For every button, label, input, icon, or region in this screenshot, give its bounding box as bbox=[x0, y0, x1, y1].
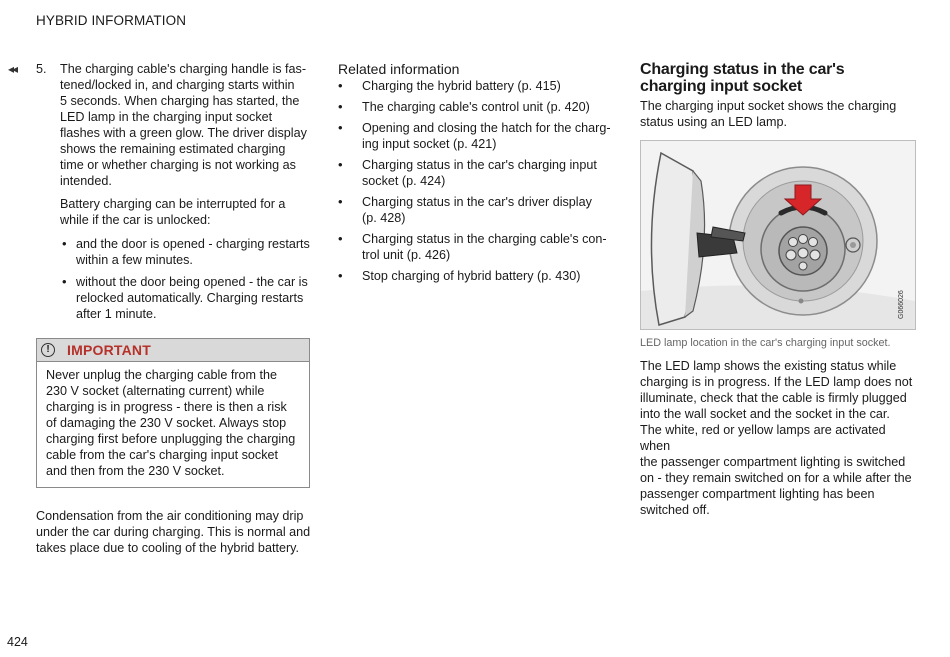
drain-hole bbox=[799, 299, 804, 304]
text-line: Never unplug the charging cable from the bbox=[46, 368, 278, 382]
important-header bbox=[37, 339, 309, 362]
condensation-paragraph bbox=[36, 508, 312, 556]
text-line: • Charging status in the car's charging input bbox=[362, 158, 597, 172]
unlock-bullet-list bbox=[36, 236, 312, 322]
step-number: 5. bbox=[36, 62, 47, 76]
text-line: of damaging the 230 V socket. Always stop bbox=[46, 416, 287, 430]
related-link[interactable] bbox=[338, 120, 616, 152]
text-line: illuminate, check that the cable is firmly plugged bbox=[640, 391, 907, 405]
column-right bbox=[640, 61, 916, 518]
related-information-heading: Related information bbox=[338, 61, 460, 77]
text-line: • Charging status in the charging cable's con- bbox=[362, 232, 607, 246]
text-line: 5 seconds. When charging has started, the bbox=[60, 94, 300, 108]
text-line: The white, red or yellow lamps are activated when bbox=[640, 423, 886, 453]
text-line: trol unit (p. 426) bbox=[362, 248, 451, 262]
text-line: 230 V socket (alternating current) while bbox=[46, 384, 265, 398]
text-line: • and the door is opened - charging restarts bbox=[76, 237, 310, 251]
exclamation-icon: ! bbox=[41, 343, 55, 357]
section-heading bbox=[640, 61, 916, 95]
list-item bbox=[60, 274, 312, 322]
release-button-center bbox=[850, 242, 856, 248]
back-arrows-icon[interactable]: ◂◂ bbox=[8, 62, 17, 76]
important-notice bbox=[36, 338, 310, 488]
text-line: • Charging status in the car's driver display bbox=[362, 195, 592, 209]
text-line: • Stop charging of hybrid battery (p. 430) bbox=[362, 269, 581, 283]
text-line: charging first before unplugging the charging bbox=[46, 432, 296, 446]
connector-pin bbox=[798, 248, 808, 258]
related-links-list bbox=[338, 78, 616, 284]
figure-caption: LED lamp location in the car's charging input socket. bbox=[640, 337, 891, 349]
connector-pin bbox=[799, 235, 808, 244]
lead-paragraph bbox=[640, 98, 916, 130]
related-link[interactable] bbox=[338, 194, 616, 226]
connector-pin bbox=[799, 262, 807, 270]
text-line: within a few minutes. bbox=[76, 253, 193, 267]
important-body bbox=[37, 362, 309, 487]
text-line: shows the remaining estimated charging bbox=[60, 142, 286, 156]
text-line: tened/locked in, and charging starts within bbox=[60, 78, 295, 92]
text-line: Condensation from the air conditioning may drip bbox=[36, 509, 304, 523]
text-line: The LED lamp shows the existing status while bbox=[640, 359, 897, 373]
text-line: intended. bbox=[60, 174, 112, 188]
text-line: after 1 minute. bbox=[76, 307, 157, 321]
text-line: into the wall socket and the socket in the car. bbox=[640, 407, 890, 421]
text-line: on - they remain switched on for a while after the bbox=[640, 471, 912, 485]
connector-pin bbox=[809, 238, 818, 247]
socket-drawing bbox=[641, 141, 915, 329]
running-header: HYBRID INFORMATION bbox=[36, 13, 187, 28]
text-line: (p. 428) bbox=[362, 211, 406, 225]
text-line: charging is in progress. If the LED lamp does not bbox=[640, 375, 913, 389]
text-line: charging is in progress - there is then a risk bbox=[46, 400, 287, 414]
text-line: passenger compartment lighting has been bbox=[640, 487, 875, 501]
text-line: socket (p. 424) bbox=[362, 174, 446, 188]
connector-pin bbox=[810, 250, 820, 260]
text-line: and then from the 230 V socket. bbox=[46, 464, 225, 478]
connector-pin bbox=[789, 238, 798, 247]
related-link[interactable] bbox=[338, 99, 616, 115]
text-line: switched off. bbox=[640, 503, 710, 517]
list-item bbox=[60, 236, 312, 268]
text-line: relocked automatically. Charging restarts bbox=[76, 291, 304, 305]
connector-pin bbox=[786, 250, 796, 260]
column-left bbox=[36, 61, 312, 556]
step-text bbox=[60, 61, 312, 189]
text-line: ing input socket (p. 421) bbox=[362, 137, 497, 151]
text-line: flashes with a green glow. The driver display bbox=[60, 126, 307, 140]
heading-line: Charging status in the car's bbox=[640, 61, 845, 78]
led-explanation-paragraph bbox=[640, 358, 916, 518]
related-link[interactable] bbox=[338, 78, 616, 94]
related-link[interactable] bbox=[338, 231, 616, 263]
text-line: • The charging cable's control unit (p. 420) bbox=[362, 100, 590, 114]
text-line: status using an LED lamp. bbox=[640, 115, 788, 129]
page-number: 424 bbox=[7, 635, 28, 649]
text-line: The charging cable's charging handle is fas- bbox=[60, 62, 307, 76]
text-line: the passenger compartment lighting is switched bbox=[640, 455, 906, 469]
text-line: while if the car is unlocked: bbox=[60, 213, 211, 227]
text-line: Battery charging can be interrupted for a bbox=[60, 197, 286, 211]
text-line: The charging input socket shows the charging bbox=[640, 99, 897, 113]
charging-socket-illustration bbox=[640, 140, 916, 330]
text-line: LED lamp in the charging input socket bbox=[60, 110, 273, 124]
column-middle bbox=[338, 61, 616, 289]
text-line: • Opening and closing the hatch for the charg- bbox=[362, 121, 611, 135]
figure-code: G066026 bbox=[898, 290, 905, 319]
step-5 bbox=[36, 61, 312, 189]
text-line: cable from the car's charging input socket bbox=[46, 448, 279, 462]
text-line: takes place due to cooling of the hybrid battery. bbox=[36, 541, 299, 555]
related-link[interactable] bbox=[338, 268, 616, 284]
related-link[interactable] bbox=[338, 157, 616, 189]
text-line: time or whether charging is not working as bbox=[60, 158, 296, 172]
heading-line: charging input socket bbox=[640, 78, 803, 95]
text-line: under the car during charging. This is normal and bbox=[36, 525, 311, 539]
text-line: • Charging the hybrid battery (p. 415) bbox=[362, 79, 561, 93]
important-title: IMPORTANT bbox=[67, 342, 151, 358]
interrupt-paragraph bbox=[36, 196, 312, 228]
text-line: • without the door being opened - the car is bbox=[76, 275, 308, 289]
